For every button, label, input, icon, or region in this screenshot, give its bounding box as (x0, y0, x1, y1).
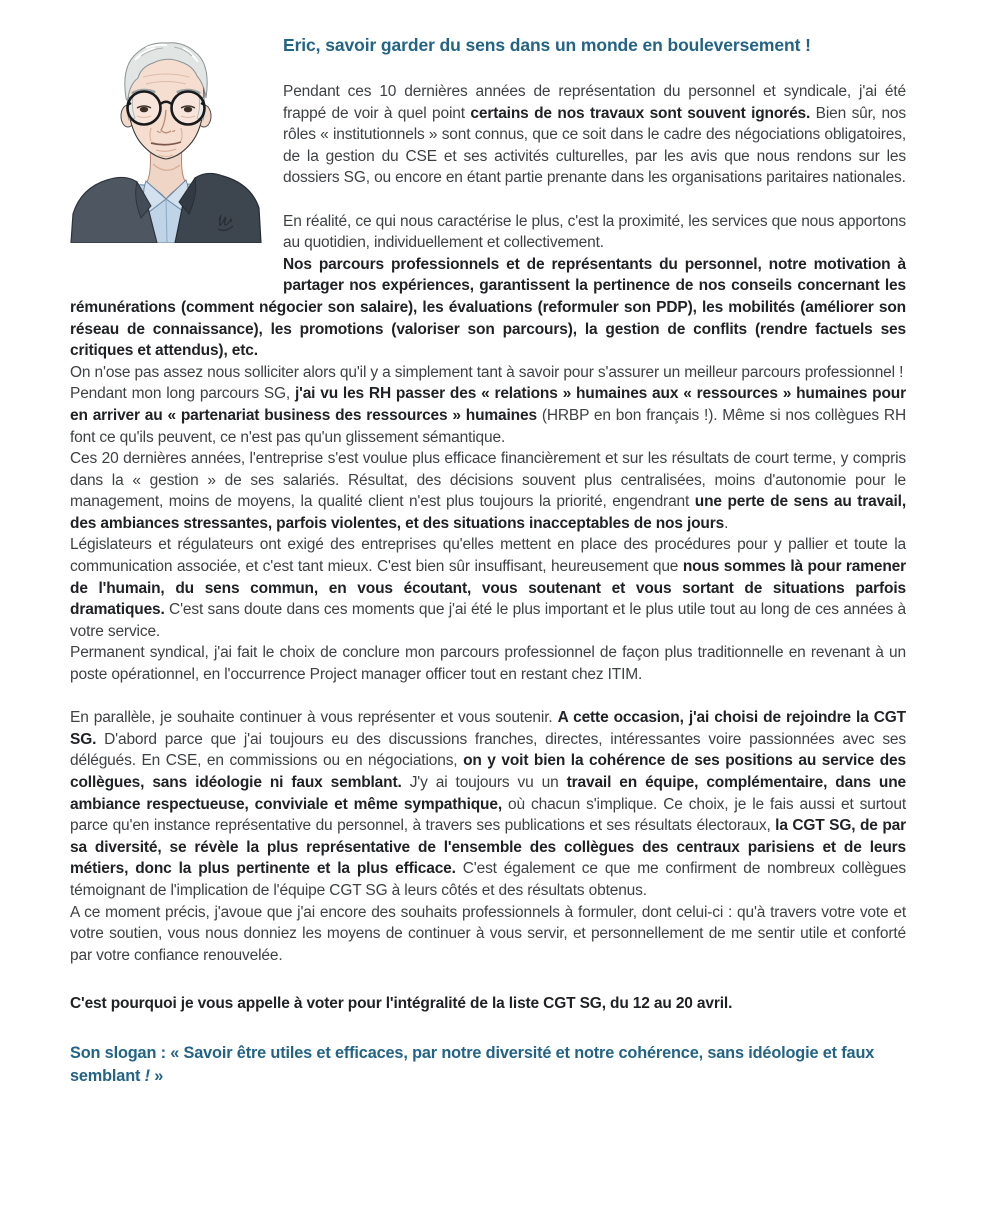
portrait-illustration (70, 36, 262, 243)
paragraph-legislateurs: Législateurs et régulateurs ont exigé des entreprises qu'elles mettent en place des procédures pour y pallier et toute la communication associée, et c'est tant mieux. C'est bien sûr insuffisant, heureusement que nous sommes là pour ramener de l'humain, du sens commun, en vous écoutant, vous soutenant et vous sortant de situations parfois dramatiques. C'est sans doute dans ces moments que j'ai été le plus important et le plus utile tout au long de ces années à votre service. (70, 536, 906, 640)
paragraph-permanent: Permanent syndical, j'ai fait le choix de conclure mon parcours professionnel de façon plus traditionnelle en revenant à un poste opérationnel, en l'occurrence Project manager officer tout en restant chez ITIM. (70, 644, 906, 684)
paragraph-intro: Pendant ces 10 dernières années de représentation du personnel et syndicale, j'ai été frappé de voir à quel point certains de nos travaux sont souvent ignorés. Bien sûr, nos rôles « institutionnels » sont connus, que ce soit dans le cadre des négociations obligatoires, de la gestion du CSE et ses activités culturelles, par les avis que nous rendons sur les dossiers SG, ou encore en étant partie prenante dans les organisations paritaires nationales. (283, 83, 907, 187)
paragraph-solliciter: On n'ose pas assez nous solliciter alors qu'il y a simplement tant à savoir pour s'assurer un meilleur parcours professionnel ! (70, 363, 904, 381)
paragraph-proximite: En réalité, ce qui nous caractérise le plus, c'est la proximité, les services que nous apportons au quotidien, individuellement et collectivement. (283, 212, 906, 252)
portrait-drawing (70, 36, 262, 243)
paragraph-souhaits: A ce moment précis, j'avoue que j'ai encore des souhaits professionnels à formuler, dont celui-ci : qu'à travers votre vote et votre soutien, vous nous donniez les moyens de continuer à vous servir, et personnellement de me sentir utile et conforté par votre confiance renouvelée. (70, 903, 906, 964)
page-title: Eric, savoir garder du sens dans un monde en bouleversement ! (283, 35, 811, 55)
paragraph-parcours: Nos parcours professionnels et de représentants du personnel, notre motivation à partager nos expériences, garantissent la pertinence de nos conseils concernant les rémunérations (comment négocier son salaire), les évaluations (reformuler son PDP), les mobilités (améliorer son réseau de connaissance), les promotions (valoriser son parcours), la gestion de conflits (rendre factuels ses critiques et attendus), etc. (70, 255, 906, 360)
paragraph-cgt: En parallèle, je souhaite continuer à vous représenter et vous soutenir. A cette occasion, j'ai choisi de rejoindre la CGT SG. D'abord parce que j'ai toujours eu des discussions franches, directes, intéressantes voire passionnées avec ses délégués. En CSE, en commissions ou en négociations, on y voit bien la cohérence de ses positions au service des collègues, sans idéologie ni faux semblant. J'y ai toujours vu un travail en équipe, complémentaire, dans une ambiance respectueuse, conviviale et même sympathique, où chacun s'implique. Ce choix, je le fais aussi et surtout parce qu'en instance représentative du personnel, à travers ses publications et ses résultats électoraux, la CGT SG, de par sa diversité, se révèle la plus représentative de l'ensemble des collègues des centraux parisiens et de leurs métiers, donc la plus pertinente et la plus efficace. C'est également ce que me confirment de nombreux collègues témoignant de l'implication de l'équipe CGT SG à leurs côtés et des résultats obtenus. (70, 709, 907, 899)
paragraph-rh: Pendant mon long parcours SG, j'ai vu les RH passer des « relations » humaines aux « ressources » humaines pour en arriver au « partenariat business des ressources » humaines (HRBP en bon français !). Même si nos collègues RH font ce qu'ils peuvent, ce n'est pas qu'un glissement sémantique. (70, 385, 906, 446)
paragraph-appel-vote: C'est pourquoi je vous appelle à voter pour l'intégralité de la liste CGT SG, du 12 au 20 avril. (70, 995, 733, 1013)
paragraph-entreprise: Ces 20 dernières années, l'entreprise s'est voulue plus efficace financièrement et sur les résultats de court terme, y compris dans la « gestion » de ses salariés. Résultat, des décisions souvent plus centralisées, moins d'autonomie pour le management, moins de moyens, la qualité client n'est plus toujours la priorité, engendrant une perte de sens au travail, des ambiances stressantes, parfois violentes, et des situations inacceptables de nos jours. (70, 450, 906, 532)
paragraph-slogan: Son slogan : « Savoir être utiles et efficaces, par notre diversité et notre cohérence, sans idéologie et faux semblant ! » (70, 1043, 875, 1085)
